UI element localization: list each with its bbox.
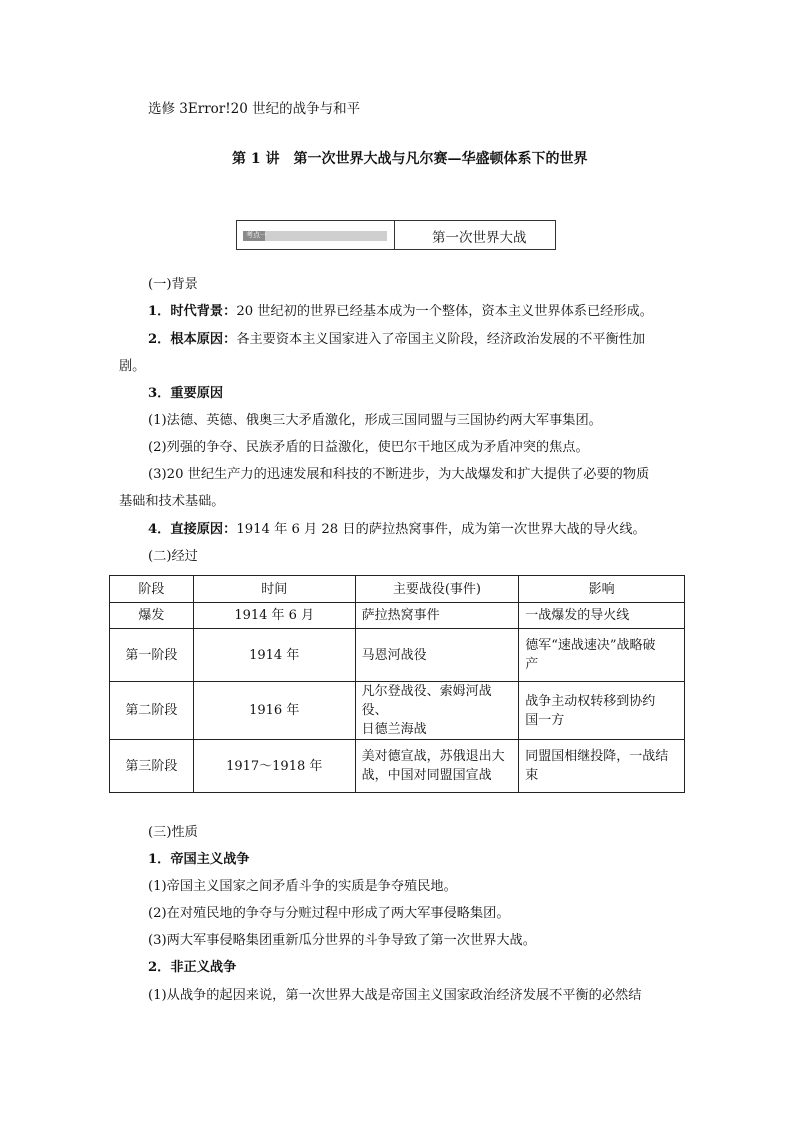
section-tag-label: 考点一 [246,231,267,239]
cell-impact-line: 一战爆发的导火线 [525,608,630,623]
war-course-table [109,575,685,793]
background-item-3-sub-3: (3)20 世纪生产力的迅速发展和科技的不断进步，为大战爆发和扩大提供了必要的物质 [148,467,650,482]
section-divider [394,221,395,249]
cell-impact-line: 束 [525,768,539,783]
cell-event-line: 日德兰海战 [361,722,427,737]
nature-heading: (三)性质 [148,825,198,840]
background-item-2 [148,331,645,349]
background-heading: (一)背景 [148,277,198,292]
cell-time: 1917～1918 年 [193,740,355,793]
cell-time: 1916 年 [193,682,355,740]
table-header-stage: 阶段 [110,576,194,603]
cell-stage: 第二阶段 [110,682,194,740]
cell-stage: 第三阶段 [110,740,194,793]
table-row [110,682,685,740]
cell-event [355,629,519,682]
cell-event [355,740,519,793]
table-header-row [110,576,685,603]
cell-stage: 爆发 [110,603,194,629]
background-item-1-label: 1．时代背景： [148,304,237,319]
cell-event [355,682,519,740]
nature-item-2-label: 2．非正义战争 [148,960,237,975]
background-item-2-cont: 剧。 [119,359,146,374]
table-row [110,629,685,682]
background-item-2-text: 各主要资本主义国家进入了帝国主义阶段，经济政治发展的不平衡性加 [236,332,646,347]
nature-item-1-sub-1: (1)帝国主义国家之间矛盾斗争的实质是争夺殖民地。 [148,879,457,894]
volume-title: 选修 3Error!20 世纪的战争与和平 [148,101,361,117]
cell-event-line: 萨拉热窝事件 [361,608,440,623]
background-item-1 [148,303,653,321]
cell-impact [519,629,685,682]
cell-event-line: 马恩河战役 [361,647,427,663]
nature-item-1-sub-3: (3)两大军事侵略集团重新瓜分世界的斗争导致了第一次世界大战。 [148,933,536,948]
table-header-event: 主要战役(事件) [355,576,519,603]
cell-impact-line: 产 [525,657,539,672]
table-header-time: 时间 [193,576,355,603]
background-item-3-sub-2: (2)列强的争夺、民族矛盾的日益激化，使巴尔干地区成为矛盾冲突的焦点。 [148,440,589,455]
cell-event-line: 战，中国对同盟国宣战 [361,768,492,783]
cell-impact-line: 国一方 [525,712,565,728]
section-tag [243,231,387,241]
cell-impact-line: 战争主动权转移到协约 [525,693,656,709]
nature-item-1-label: 1．帝国主义战争 [148,852,250,867]
nature-item-1-sub-2: (2)在对殖民地的争夺与分赃过程中形成了两大军事侵略集团。 [148,906,510,921]
background-item-3-sub-1: (1)法德、英德、俄奥三大矛盾激化，形成三国同盟与三国协约两大军事集团。 [148,413,602,428]
lecture-title: 第 1 讲 第一次世界大战与凡尔赛—华盛顿体系下的世界 [232,151,588,167]
cell-stage: 第一阶段 [110,629,194,682]
background-item-3-label: 3．重要原因 [148,386,224,401]
course-heading: (二)经过 [148,549,198,564]
cell-event-line: 凡尔登战役、索姆河战役、 [361,684,492,718]
cell-impact [519,682,685,740]
table-row [110,603,685,629]
cell-event [355,603,519,629]
table-row [110,740,685,793]
cell-time: 1914 年 6 月 [193,603,355,629]
table-header-impact: 影响 [519,576,685,603]
background-item-1-text: 20 世纪初的世界已经基本成为一个整体，资本主义世界体系已经形成。 [236,304,653,319]
cell-impact-line: 德军“速战速决”战略破 [525,638,656,653]
background-item-3-sub-3-cont: 基础和技术基础。 [119,494,225,509]
section-header [236,220,556,250]
cell-impact [519,740,685,793]
section-title: 第一次世界大战 [432,230,527,246]
cell-event-line: 美对德宣战，苏俄退出大 [361,749,505,764]
nature-item-2-sub-1: (1)从战争的起因来说，第一次世界大战是帝国主义国家政治经济发展不平衡的必然结 [148,988,642,1003]
background-item-4-label: 4．直接原因： [148,522,237,537]
background-item-2-label: 2．根本原因： [148,332,237,347]
cell-impact-line: 同盟国相继投降，一战结 [525,749,669,764]
background-item-4 [148,521,646,539]
cell-impact [519,603,685,629]
cell-time: 1914 年 [193,629,355,682]
background-item-4-text: 1914 年 6 月 28 日的萨拉热窝事件，成为第一次世界大战的导火线。 [236,522,646,537]
